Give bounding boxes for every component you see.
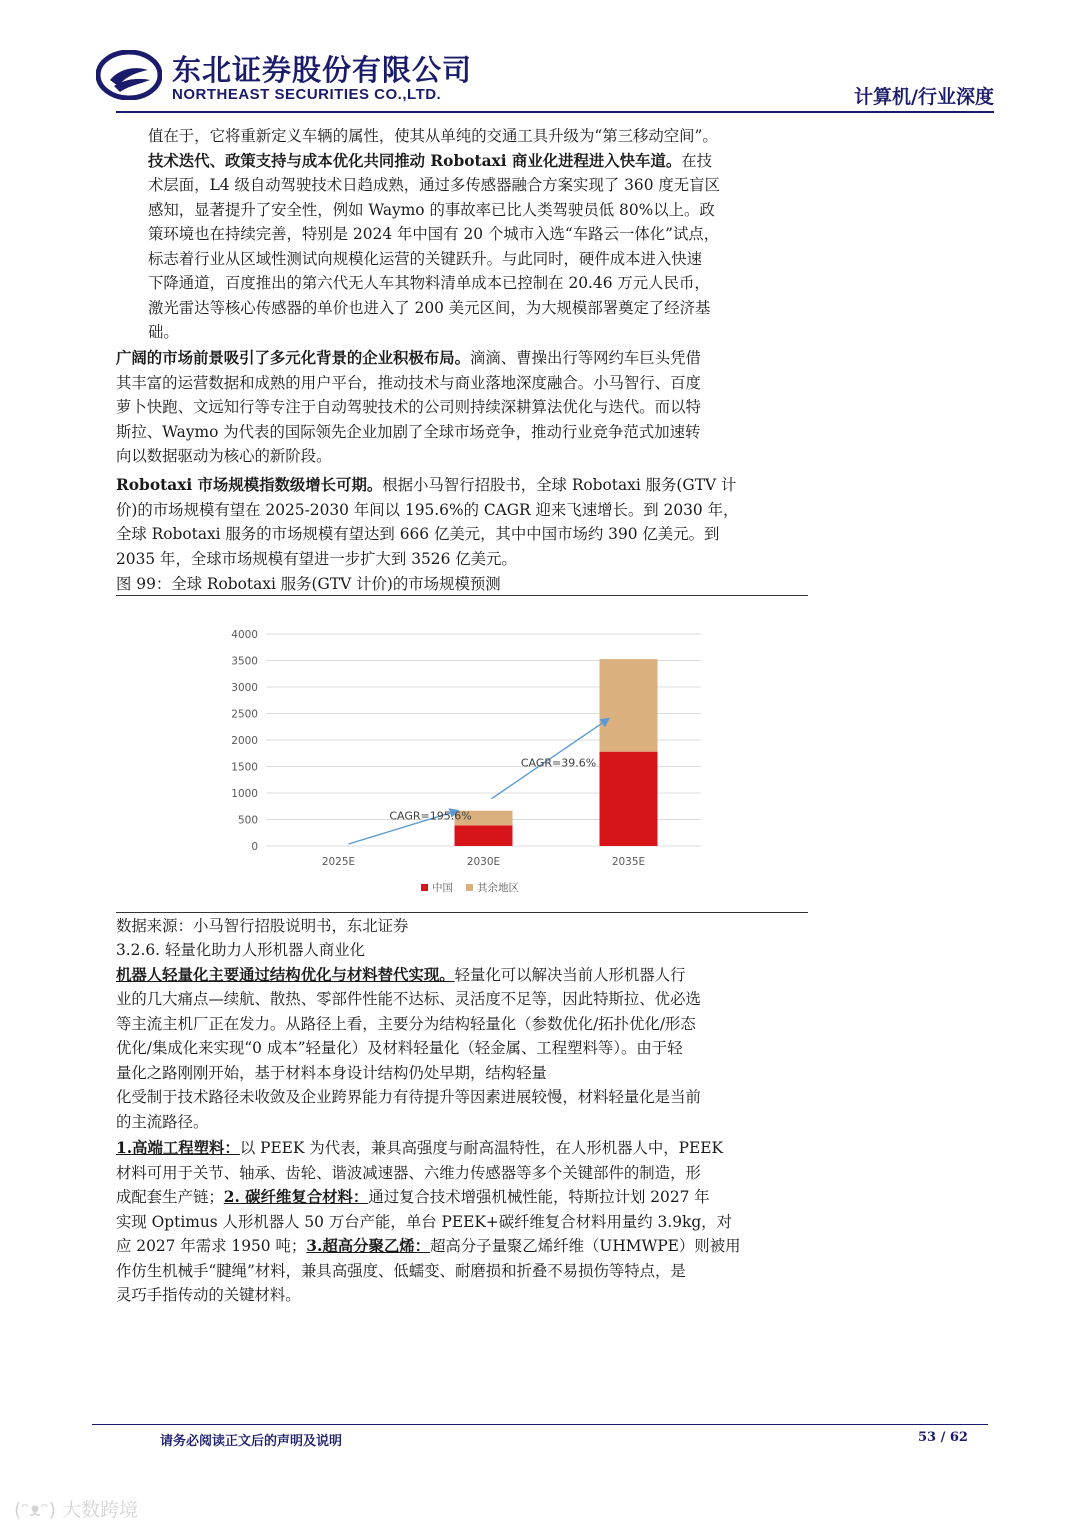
paragraph-market-size xyxy=(116,473,828,571)
text-span: 轻量化可以解决当前人形机器人行 xyxy=(454,965,686,984)
watermark xyxy=(14,1495,138,1522)
figure-bottom-rule xyxy=(116,912,808,913)
page-number: 53 / 62 xyxy=(918,1430,968,1445)
x-tick-label: 2025E xyxy=(321,856,356,868)
text-line xyxy=(116,1234,828,1259)
y-tick-label: 2000 xyxy=(231,735,258,747)
legend-swatch xyxy=(466,884,473,891)
watermark-logo-icon: (ᵔᴥᵔ) xyxy=(14,1499,63,1521)
paragraph-market-players xyxy=(116,346,828,469)
y-tick-label: 2500 xyxy=(231,708,258,721)
material-title-3: 3.超高分聚乙烯： xyxy=(306,1237,431,1255)
paragraph-tech-policy xyxy=(116,124,828,345)
footer-disclaimer: 请务必阅读正文后的声明及说明 xyxy=(160,1434,343,1449)
text-line: 感知，显著提升了安全性，例如 Waymo 的事故率已比人类驾驶员低 80%以上。政 xyxy=(148,200,715,219)
text-line: 价)的市场规模有望在 2025-2030 年间以 195.6%的 CAGR 迎来飞速增长。到 2030 年， xyxy=(116,500,739,519)
text-line: 等主流主机厂正在发力。从路径上看，主要分为结构轻量化（参数优化/拓扑优化/形态 xyxy=(116,1014,696,1033)
text-line xyxy=(116,1185,828,1210)
text-span: 根据小马智行招股书，全球 Robotaxi 服务(GTV 计 xyxy=(382,476,737,494)
section-lightweighting xyxy=(116,938,828,1134)
y-tick-label: 1500 xyxy=(231,761,258,774)
paragraph-lead: 广阔的市场前景吸引了多元化背景的企业积极布局。 xyxy=(116,349,470,367)
text-line: 向以数据驱动为核心的新阶段。 xyxy=(116,447,332,465)
text-line: 策环境也在持续完善，特别是 2024 年中国有 20 个城市入选“车路云一体化”试点， xyxy=(148,225,720,243)
text-line: 化受制于技术路径未收敛及企业跨界能力有待提升等因素进展较慢，材料轻量化是当前 xyxy=(116,1088,701,1106)
cagr-label: CAGR=195.6% xyxy=(389,809,472,823)
text-line: 灵巧手指传动的关键材料。 xyxy=(116,1286,301,1304)
text-line: 实现 Optimus 人形机器人 50 万台产能，单台 PEEK+碳纤维复合材料用量约 3.9kg，对 xyxy=(116,1212,732,1231)
text-line: 2035 年，全球市场规模有望进一步扩大到 3526 亿美元。 xyxy=(116,549,517,568)
text-line: 的主流路径。 xyxy=(116,1112,209,1131)
text-line xyxy=(116,963,828,988)
x-tick-label: 2030E xyxy=(466,856,501,868)
paragraph-lead: 机器人轻量化主要通过结构优化与材料替代实现。 xyxy=(116,965,455,984)
paragraph-materials xyxy=(116,1136,828,1308)
company-logo-icon xyxy=(96,50,162,100)
text-span: 超高分子量聚乙烯纤维（UHMWPE）则被用 xyxy=(430,1237,741,1255)
bar-中国 xyxy=(455,825,513,846)
text-span: 通过复合技术增强机械性能，特斯拉计划 2027 年 xyxy=(368,1188,710,1206)
text-span: 在技 xyxy=(681,151,713,170)
text-line: 值在于，它将重新定义车辆的属性，使其从单纯的交通工具升级为“第三移动空间”。 xyxy=(148,127,718,145)
text-line xyxy=(116,473,828,498)
paragraph-lead: Robotaxi 市场规模指数级增长可期。 xyxy=(116,476,383,494)
report-section-tag: 计算机/行业深度 xyxy=(854,86,994,108)
text-span: 成配套生产链； xyxy=(116,1188,224,1206)
legend-label: 中国 xyxy=(432,882,453,894)
paragraph-lead: 技术迭代、政策支持与成本优化共同推动 Robotaxi 商业化进程进入快车道。 xyxy=(148,151,682,170)
text-line: 础。 xyxy=(148,323,179,341)
text-line: 其丰富的运营数据和成熟的用户平台，推动技术与商业落地深度融合。小马智行、百度 xyxy=(116,373,701,392)
y-tick-label: 1000 xyxy=(231,788,258,800)
text-span: 以 PEEK 为代表，兼具高强度与耐高温特性，在人形机器人中，PEEK xyxy=(239,1139,724,1157)
bar-中国 xyxy=(600,752,658,846)
figure-caption: 图 99：全球 Robotaxi 服务(GTV 计价)的市场规模预测 xyxy=(116,575,501,593)
text-line: 术层面，L4 级自动驾驶技术日趋成熟，通过多传感器融合方案实现了 360 度无盲区 xyxy=(148,176,720,194)
text-line xyxy=(116,1136,828,1161)
text-line: 激光雷达等核心传感器的单价也进入了 200 美元区间，为大规模部署奠定了经济基 xyxy=(148,298,711,317)
text-line: 优化/集成化来实现“0 成本”轻量化）及材料轻量化（轻金属、工程塑料等）。由于轻 xyxy=(116,1039,683,1057)
text-line: 全球 Robotaxi 服务的市场规模有望达到 666 亿美元，其中中国市场约 390 亿美元。到 xyxy=(116,525,720,543)
header-divider xyxy=(116,111,994,113)
text-line: 量化之路刚刚开始，基于材料本身设计结构仍处早期，结构轻量 xyxy=(116,1063,547,1082)
text-line: 下降通道，百度推出的第六代无人车其物料清单成本已控制在 20.46 万元人民币， xyxy=(148,274,710,292)
y-tick-label: 4000 xyxy=(231,629,258,641)
text-line: 萝卜快跑、文远知行等专注于自动驾驶技术的公司则持续深耕算法优化与迭代。而以特 xyxy=(116,398,701,416)
company-name-en: NORTHEAST SECURITIES CO.,LTD. xyxy=(172,86,442,103)
figure-source: 数据来源：小马智行招股说明书，东北证券 xyxy=(116,917,409,935)
y-tick-label: 3000 xyxy=(231,682,258,694)
watermark-text: 大数跨境 xyxy=(62,1499,139,1521)
x-tick-label: 2035E xyxy=(611,856,646,868)
legend-swatch xyxy=(421,884,428,891)
text-line: 斯拉、Waymo 为代表的国际领先企业加剧了全球市场竞争，推动行业竞争范式加速转 xyxy=(116,422,701,441)
bar-其余地区 xyxy=(600,659,658,752)
y-tick-label: 0 xyxy=(251,841,258,853)
company-name-cn: 东北证券股份有限公司 xyxy=(172,53,473,87)
text-line xyxy=(116,346,828,371)
footer-divider xyxy=(92,1424,988,1425)
figure-top-rule xyxy=(116,595,808,596)
section-heading: 3.2.6. 轻量化助力人形机器人商业化 xyxy=(116,941,366,959)
text-line: 业的几大痛点—续航、散热、零部件性能不达标、灵活度不足等，因此特斯拉、优必选 xyxy=(116,990,701,1008)
text-line: 材料可用于关节、轴承、齿轮、谐波减速器、六维力传感器等多个关键部件的制造，形 xyxy=(116,1163,701,1182)
material-title-1: 1.高端工程塑料： xyxy=(116,1139,240,1157)
cagr-label: CAGR=39.6% xyxy=(520,756,597,770)
text-line: 标志着行业从区域性测试向规模化运营的关键跃升。与此同时，硬件成本进入快速 xyxy=(148,249,703,268)
y-tick-label: 3500 xyxy=(231,655,258,668)
text-span: 滴滴、曹操出行等网约车巨头凭借 xyxy=(470,349,701,367)
legend-label: 其余地区 xyxy=(477,882,519,894)
y-tick-label: 500 xyxy=(237,814,258,827)
text-line xyxy=(116,149,828,174)
text-line: 作仿生机械手“腱绳”材料，兼具高强度、低蠕变、耐磨损和折叠不易损伤等特点，是 xyxy=(116,1261,686,1280)
market-size-chart xyxy=(216,618,716,908)
material-title-2: 2. 碳纤维复合材料： xyxy=(223,1188,369,1206)
text-span: 应 2027 年需求 1950 吨； xyxy=(116,1237,307,1255)
